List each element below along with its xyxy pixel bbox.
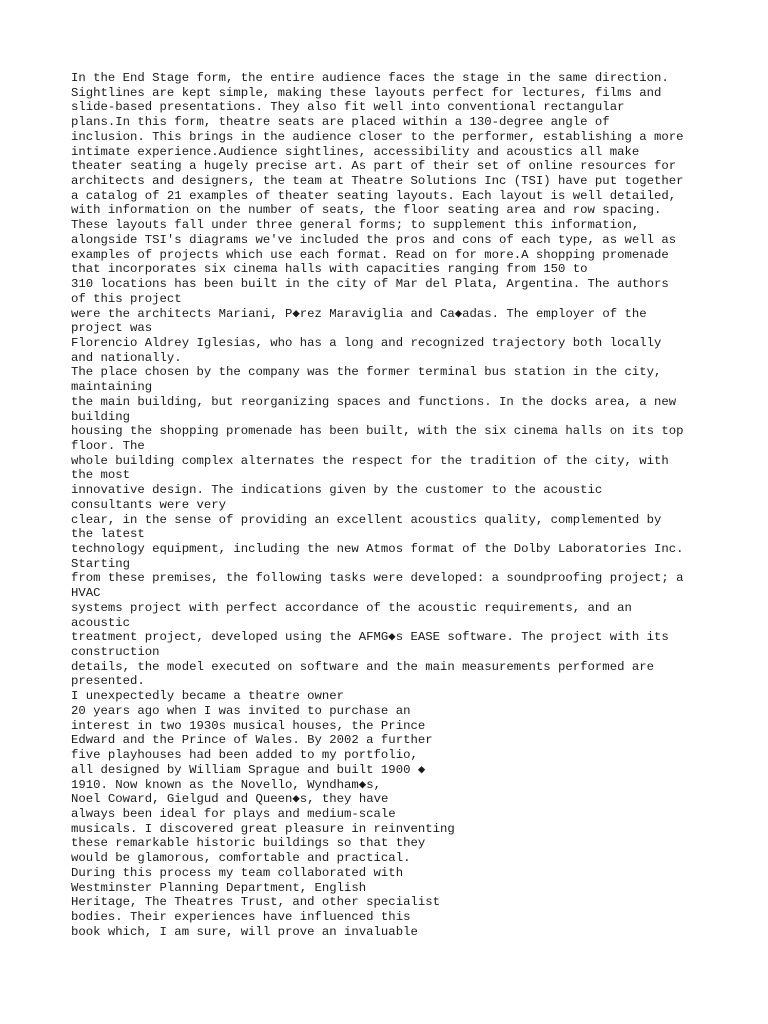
text-line: all designed by William Sprague and built 1900 ◆ (71, 762, 426, 777)
text-line: construction (71, 645, 160, 660)
text-line: housing the shopping promenade has been built, with the six cinema halls on its top (71, 424, 684, 439)
text-line: slide-based presentations. They also fit well into conventional rectangular (71, 100, 625, 115)
text-line: Heritage, The Theatres Trust, and other specialist (71, 895, 440, 910)
text-line: the latest (71, 527, 145, 542)
text-line: five playhouses had been added to my portfolio, (71, 748, 418, 763)
text-line: floor. The (71, 438, 145, 453)
text-line: book which, I am sure, will prove an invaluable (71, 924, 418, 939)
text-line: During this process my team collaborated with (71, 865, 404, 880)
text-line: Edward and the Prince of Wales. By 2002 a further (71, 733, 433, 748)
text-line: examples of projects which use each format. Read on for more.A shopping promenade (71, 247, 669, 262)
text-line: maintaining (71, 380, 153, 395)
text-line: from these premises, the following tasks were developed: a soundproofing project; a (71, 571, 684, 586)
text-line: the most (71, 468, 131, 483)
text-line: consultants were very (71, 497, 226, 512)
text-line: interest in two 1930s musical houses, the Prince (71, 718, 426, 733)
text-line: with information on the number of seats, the floor seating area and row spacing. (71, 203, 662, 218)
text-line: Florencio Aldrey Iglesias, who has a long and recognized trajectory both locally (71, 335, 662, 350)
text-line: Sightlines are kept simple, making these layouts perfect for lectures, films and (71, 85, 662, 100)
text-line: theater seating a hugely precise art. As part of their set of online resources for (71, 159, 677, 174)
text-line: treatment project, developed using the AFMG◆s EASE software. The project with its (71, 630, 669, 645)
text-line: 20 years ago when I was invited to purchase an (71, 703, 411, 718)
text-line: musicals. I discovered great pleasure in reinventing (71, 821, 455, 836)
text-line: plans.In this form, theatre seats are placed within a 130-degree angle of (71, 115, 610, 130)
text-line: In the End Stage form, the entire audience faces the stage in the same direction. (71, 71, 669, 85)
text-line: HVAC (71, 586, 101, 601)
text-line: building (71, 409, 131, 424)
text-line: technology equipment, including the new Atmos format of the Dolby Laboratories Inc. (71, 542, 684, 556)
text-line: were the architects Mariani, P◆rez Maraviglia and Ca◆adas. The employer of the (71, 306, 647, 321)
text-line: would be glamorous, comfortable and practical. (71, 851, 411, 866)
text-line: presented. (71, 674, 145, 689)
text-line: Starting (71, 556, 131, 571)
text-line: bodies. Their experiences have influenced this (71, 909, 411, 924)
text-line: These layouts fall under three general forms; to supplement this information, (71, 218, 640, 233)
text-line: acoustic (71, 615, 131, 630)
text-line: these remarkable historic buildings so that they (71, 836, 426, 851)
text-line: innovative design. The indications given by the customer to the acoustic (71, 483, 603, 498)
text-line: details, the model executed on software and the main measurements performed are (71, 659, 654, 674)
text-line: a catalog of 21 examples of theater seating layouts. Each layout is well detailed, (71, 188, 677, 203)
text-line: always been ideal for plays and medium-scale (71, 806, 396, 821)
text-line: Westminster Planning Department, English (71, 880, 367, 895)
text-line: clear, in the sense of providing an excellent acoustics quality, complemented by (71, 512, 662, 527)
text-line: The place chosen by the company was the former terminal bus station in the city, (71, 365, 662, 380)
text-line: and nationally. (71, 350, 182, 365)
text-line: 1910. Now known as the Novello, Wyndham◆s, (71, 777, 381, 792)
text-line: systems project with perfect accordance of the acoustic requirements, and an (71, 600, 632, 615)
text-line: inclusion. This brings in the audience closer to the performer, establishing a more (71, 129, 684, 144)
text-line: project was (71, 321, 153, 336)
document-body (71, 71, 731, 939)
text-line: Noel Coward, Gielgud and Queen◆s, they have (71, 792, 389, 807)
text-line: I unexpectedly became a theatre owner (71, 689, 345, 704)
text-line: whole building complex alternates the respect for the tradition of the city, with (71, 453, 669, 468)
text-line: 310 locations has been built in the city of Mar del Plata, Argentina. The authors (71, 277, 669, 292)
text-line: that incorporates six cinema halls with capacities ranging from 150 to (71, 262, 588, 277)
text-line: of this project (71, 291, 182, 306)
text-line: intimate experience.Audience sightlines, accessibility and acoustics all make (71, 144, 640, 159)
text-line: the main building, but reorganizing spaces and functions. In the docks area, a new (71, 394, 677, 409)
text-line: alongside TSI's diagrams we've included the pros and cons of each type, as well as (71, 232, 677, 247)
text-line: architects and designers, the team at Theatre Solutions Inc (TSI) have put together (71, 174, 684, 189)
